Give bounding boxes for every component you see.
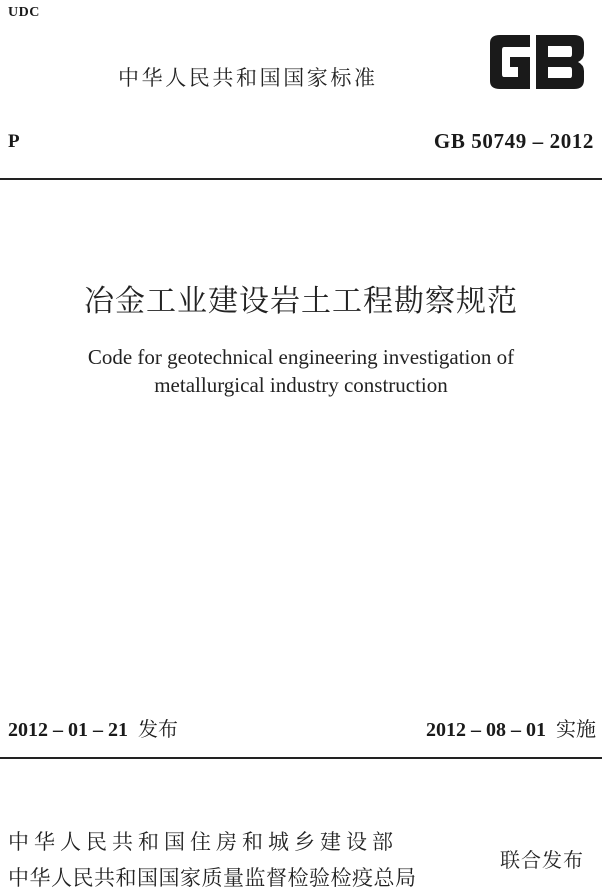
english-title — [30, 343, 572, 399]
top-divider — [0, 178, 602, 180]
issue-date-block — [8, 713, 178, 742]
category-code: P — [8, 131, 20, 152]
bottom-divider — [0, 757, 602, 759]
national-standard-heading: 中华人民共和国国家标准 — [118, 66, 378, 90]
english-title-line1: Code for geotechnical engineering investigation of — [87, 345, 515, 369]
standard-number: GB 50749 – 2012 — [433, 129, 594, 153]
effective-date: 2012 – 08 – 01 — [426, 719, 546, 741]
issuer-ministry-housing: 中华人民共和国住房和城乡建设部 — [8, 830, 398, 854]
issuer-aqsiq: 中华人民共和国国家质量监督检验检疫总局 — [8, 866, 417, 890]
gb-logo — [482, 33, 588, 91]
issue-label: 发布 — [138, 717, 178, 741]
english-title-line2: metallurgical industry construction — [154, 373, 448, 397]
gb-logo-mark — [482, 33, 588, 91]
effective-label: 实施 — [556, 717, 596, 741]
issue-date: 2012 – 01 – 21 — [8, 719, 128, 741]
joint-issue-label: 联合发布 — [500, 848, 584, 872]
effective-date-block — [426, 713, 596, 742]
chinese-title: 冶金工业建设岩土工程勘察规范 — [84, 284, 518, 319]
udc-label: UDC — [8, 5, 40, 20]
